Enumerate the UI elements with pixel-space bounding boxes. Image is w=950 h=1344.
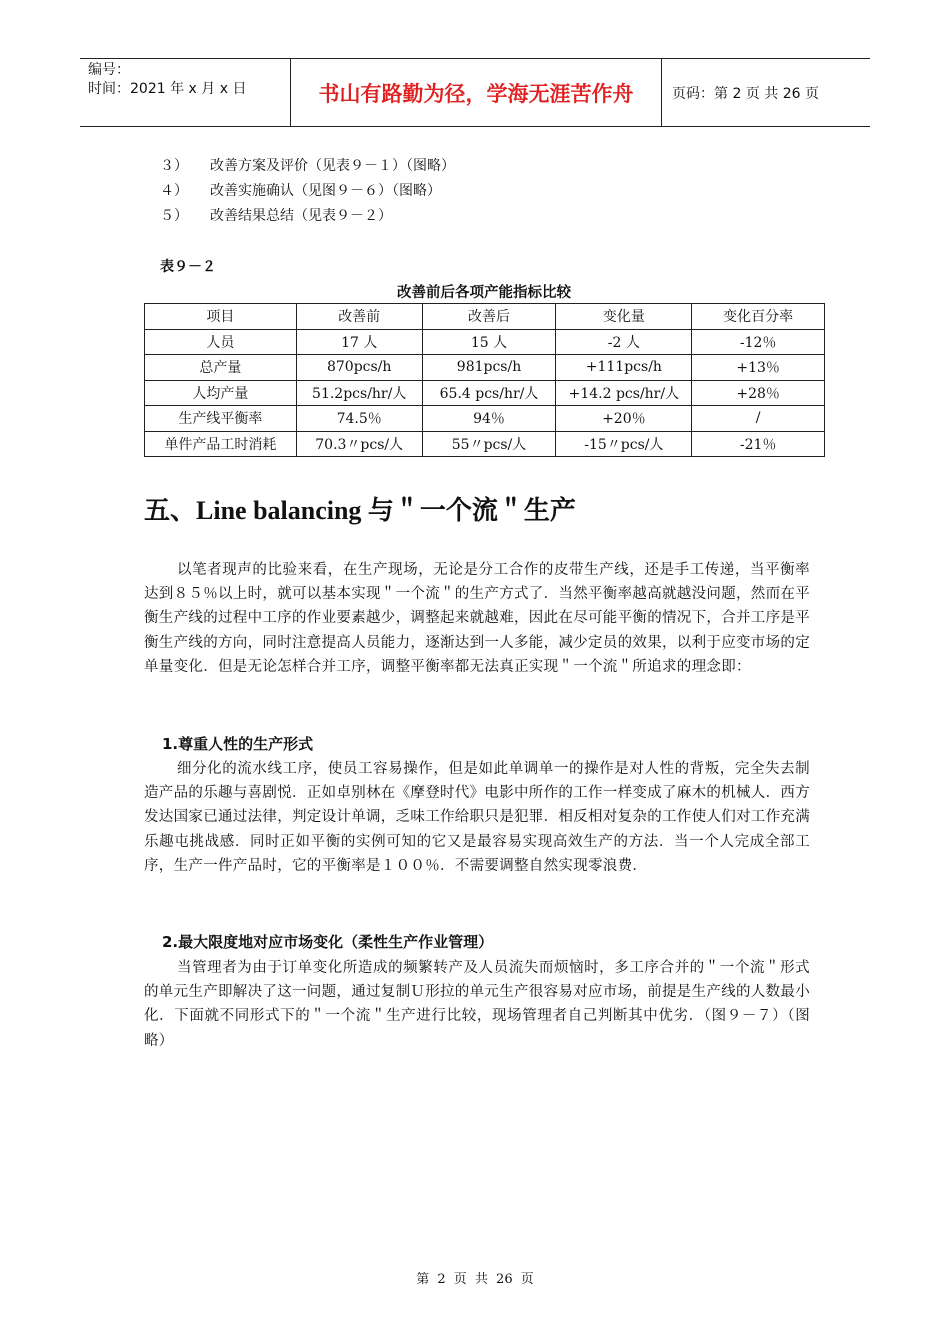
subheading-humanity: 1.尊重人性的生产形式 [162, 735, 314, 753]
table-row [145, 380, 825, 406]
paragraph-humanity: 细分化的流水线工序，使员工容易操作，但是如此单调单一的操作是对人性的背叛，完全失去制造产品的乐趣与喜剧悦．正如卓别林在《摩登时代》电影中所作的工作一样变成了麻木的机械人．西方发达国家已通过法律，判定设计单调，乏味工作给职只是犯罪．相反相对复杂的工作使人们对工作充满乐趣屯挑战感．同时正如平衡的实例可知的它又是最容易实现高效生产的方法．当一个人完成全部工序，生产一件产品时，它的平衡率是１００％．不需要调整自然实现零浪费． [144, 761, 810, 874]
table-cell: 94％ [422, 406, 556, 432]
table-cell: 人员 [145, 329, 297, 355]
table-cell: +20％ [556, 406, 692, 432]
intro-paragraph: 以笔者现声的比验来看，在生产现场，无论是分工合作的皮带生产线，还是手工传递，当平衡率达到８５％以上时，就可以基本实现＂一个流＂的生产方式了．当然平衡率越高就越没问题，然而在平衡生产线的过程中工序的作业要素越少，调整起来就越难，因此在尽可能平衡的情况下，合并工序是平衡生产线的方向，同时注意提高人员能力，逐渐达到一人多能，减少定员的效果，以利于应变市场的定单量变化．但是无论怎样合并工序，调整平衡率都无法真正实现＂一个流＂所追求的理念即： [144, 562, 810, 675]
table-label: 表９－２ [160, 259, 216, 275]
table-row [145, 355, 825, 381]
table-cell: 单件产品工时消耗 [145, 431, 297, 457]
column-header: 改善后 [422, 304, 556, 330]
table-row [145, 431, 825, 457]
table-cell: 74.5％ [296, 406, 422, 432]
list-item [160, 154, 455, 179]
section-heading: 五、Line balancing 与＂一个流＂生产 [144, 496, 576, 525]
table-cell: 17 人 [296, 329, 422, 355]
table-title: 改善前后各项产能指标比较 [397, 285, 571, 301]
table-cell: 870pcs/h [296, 355, 422, 381]
table-cell: 65.4 pcs/hr/人 [422, 380, 556, 406]
column-header: 变化量 [556, 304, 692, 330]
list-item [160, 179, 455, 204]
table-cell: +13％ [692, 355, 825, 381]
capacity-comparison-table [144, 303, 825, 457]
table-cell: 15 人 [422, 329, 556, 355]
header-motto: 书山有路勤为径，学海无涯苦作舟 [291, 59, 662, 126]
table-cell: 51.2pcs/hr/人 [296, 380, 422, 406]
table-cell: +28％ [692, 380, 825, 406]
column-header: 变化百分率 [692, 304, 825, 330]
paragraph-market-change: 当管理者为由于订单变化所造成的频繁转产及人员流失而烦恼时，多工序合并的＂一个流＂形式的单元生产即解决了这一问题，通过复制Ｕ形拉的单元生产很容易对应市场，前提是生产线的人数最小化．下面就不同形式下的＂一个流＂生产进行比较，现场管理者自己判断其中优劣．（图９－７）（图略） [144, 960, 810, 1049]
table-cell: +14.2 pcs/hr/人 [556, 380, 692, 406]
table-cell: -12％ [692, 329, 825, 355]
subheading-market-change: 2.最大限度地对应市场变化（柔性生产作业管理） [162, 933, 494, 951]
table-cell: / [692, 406, 825, 432]
header-time-label: 时间：2021 年 x 月 x 日 [88, 81, 247, 97]
list-item-text: 改善实施确认（见图９－６）（图略） [210, 183, 441, 199]
table-cell: -21％ [692, 431, 825, 457]
list-item-number: ３） [160, 158, 188, 174]
table-header-row [145, 304, 825, 330]
page-footer: 第 2 页 共 26 页 [416, 1272, 534, 1287]
list-item-text: 改善方案及评价（见表９－１）（图略） [210, 158, 455, 174]
page-header [80, 58, 870, 127]
table-cell: 70.3〃pcs/人 [296, 431, 422, 457]
list-item-number: ４） [160, 183, 188, 199]
list-item-number: ５） [160, 208, 188, 224]
list-item [160, 204, 455, 229]
table-cell: +111pcs/h [556, 355, 692, 381]
header-page-label: 页码：第 2 页 共 26 页 [672, 85, 819, 102]
table-row [145, 329, 825, 355]
table-cell: -2 人 [556, 329, 692, 355]
table-row [145, 406, 825, 432]
column-header: 改善前 [296, 304, 422, 330]
table-cell: 生产线平衡率 [145, 406, 297, 432]
table-cell: 981pcs/h [422, 355, 556, 381]
table-cell: 人均产量 [145, 380, 297, 406]
table-cell: 总产量 [145, 355, 297, 381]
improvement-steps-list [160, 154, 455, 229]
table-cell: -15〃pcs/人 [556, 431, 692, 457]
column-header: 项目 [145, 304, 297, 330]
header-meta [80, 59, 291, 126]
list-item-text: 改善结果总结（见表９－２） [210, 208, 392, 224]
header-number-label: 编号： [88, 62, 130, 78]
table-cell: 55〃pcs/人 [422, 431, 556, 457]
